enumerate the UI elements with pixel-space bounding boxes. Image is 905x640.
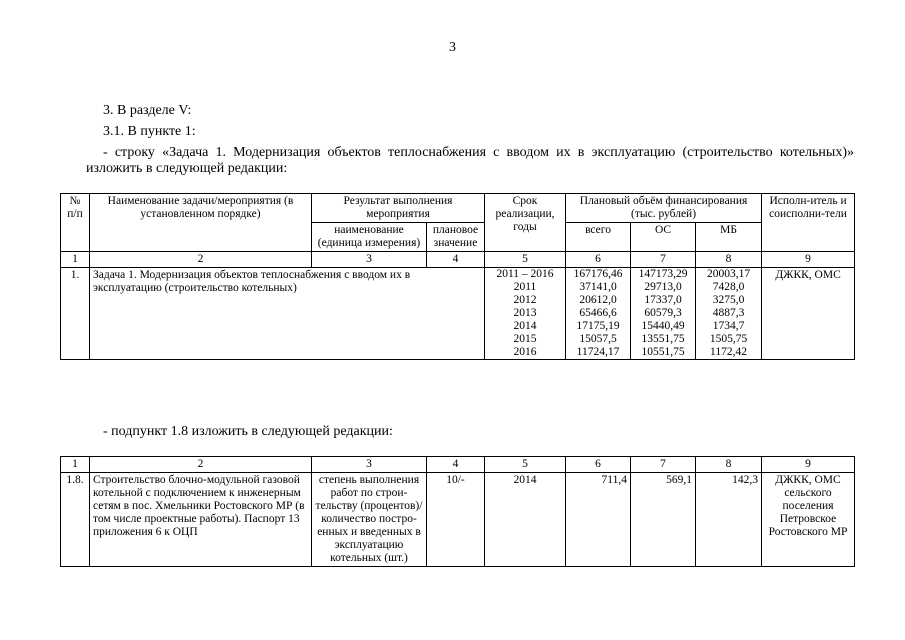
mb-cell <box>696 268 762 360</box>
col-num: 1 <box>61 252 90 268</box>
os-value: 17337,0 <box>644 294 682 306</box>
year-value: 2011 <box>513 281 537 293</box>
os-cell <box>631 268 696 360</box>
header-total: всего <box>566 223 631 252</box>
header-result-name: наименование (единица измерения) <box>312 223 427 252</box>
col-num: 7 <box>631 457 696 473</box>
header-financing: Плановый объём финансирования (тыс. рублей) <box>566 194 762 223</box>
col-num: 9 <box>762 457 855 473</box>
os-value: 147173,29 <box>638 268 688 280</box>
total-value: 15057,5 <box>579 333 617 345</box>
col-num: 2 <box>90 252 312 268</box>
measure-name: Строительство блочно-модульной газовой котельной с подключением к инженерным сетям в пос. Хмельники Ростовского МР (в том числе проектные работы). Паспорт 13 приложения 6 к ОЦП <box>90 473 312 567</box>
total-value: 17175,19 <box>576 320 620 332</box>
header-os: ОС <box>631 223 696 252</box>
os-value: 10551,75 <box>641 346 685 358</box>
header-num: № п/п <box>61 194 90 252</box>
col-num: 4 <box>427 457 485 473</box>
header-executors: Исполн-итель и соисполни-тели <box>762 194 855 252</box>
total-cell <box>566 268 631 360</box>
total-value: 11724,17 <box>576 346 620 358</box>
table-subpoint-1-8 <box>60 456 855 567</box>
mb-value: 20003,17 <box>706 268 751 280</box>
table-row <box>61 473 855 567</box>
year-value: 2012 <box>513 294 537 306</box>
section-heading: 3. В разделе V: <box>103 103 192 118</box>
executors-cell: ДЖКК, ОМС <box>762 268 855 360</box>
col-num: 1 <box>61 457 90 473</box>
mb-value: 4887,3 <box>712 307 745 319</box>
header-term: Срок реализации, годы <box>485 194 566 252</box>
os-value: 29713,0 <box>644 281 682 293</box>
col-num: 6 <box>566 252 631 268</box>
os-value: 13551,75 <box>641 333 685 345</box>
os-value: 569,1 <box>631 473 696 567</box>
years-cell <box>485 268 566 360</box>
col-num: 6 <box>566 457 631 473</box>
result-description: степень выполнения работ по строи-тельству (процентов)/ количество постро-енных и введенных в эксплуатацию котельных (шт.) <box>312 473 427 567</box>
mb-value: 7428,0 <box>712 281 745 293</box>
col-num: 3 <box>312 252 427 268</box>
os-value: 15440,49 <box>641 320 685 332</box>
year-value: 2014 <box>513 320 537 332</box>
col-num: 4 <box>427 252 485 268</box>
total-value: 711,4 <box>566 473 631 567</box>
header-result-plan: плановое значение <box>427 223 485 252</box>
year-value: 2013 <box>513 307 537 319</box>
header-mb: МБ <box>696 223 762 252</box>
col-num: 9 <box>762 252 855 268</box>
header-result: Результат выполнения мероприятия <box>312 194 485 223</box>
table-task-1 <box>60 193 855 360</box>
mb-value: 1734,7 <box>712 320 745 332</box>
point-heading: 3.1. В пункте 1: <box>103 124 196 139</box>
row-number: 1.8. <box>61 473 90 567</box>
executors-cell: ДЖКК, ОМС сельского поселения Петровское Ростовского МР <box>762 473 855 567</box>
year-value: 2014 <box>485 473 566 567</box>
year-value: 2016 <box>513 346 537 358</box>
total-value: 167176,46 <box>573 268 623 280</box>
col-num: 8 <box>696 252 762 268</box>
task-name: Задача 1. Модернизация объектов теплоснабжения с вводом их в эксплуатацию (строительство котельных) <box>90 268 485 360</box>
table-row <box>61 268 855 360</box>
instruction-paragraph: - строку «Задача 1. Модернизация объектов теплоснабжения с вводом их в эксплуатацию (строительство котельных)» изложить в следующей редакции: <box>86 145 854 176</box>
total-value: 37141,0 <box>579 281 617 293</box>
mb-value: 142,3 <box>696 473 762 567</box>
col-num: 3 <box>312 457 427 473</box>
os-value: 60579,3 <box>644 307 682 319</box>
total-value: 20612,0 <box>579 294 617 306</box>
column-number-row <box>61 457 855 473</box>
row-number: 1. <box>61 268 90 360</box>
col-num: 7 <box>631 252 696 268</box>
year-value: 2015 <box>513 333 537 345</box>
col-num: 5 <box>485 252 566 268</box>
col-num: 5 <box>485 457 566 473</box>
mb-value: 1505,75 <box>709 333 748 345</box>
column-number-row <box>61 252 855 268</box>
col-num: 2 <box>90 457 312 473</box>
mb-value: 1172,42 <box>710 346 747 358</box>
total-value: 65466,6 <box>579 307 617 319</box>
page-number: 3 <box>449 40 456 55</box>
mb-value: 3275,0 <box>712 294 745 306</box>
subpoint-instruction: - подпункт 1.8 изложить в следующей редакции: <box>103 424 393 439</box>
header-task-name: Наименование задачи/мероприятия (в установленном порядке) <box>90 194 312 252</box>
col-num: 8 <box>696 457 762 473</box>
plan-value: 10/- <box>427 473 485 567</box>
year-value: 2011 – 2016 <box>496 268 554 280</box>
